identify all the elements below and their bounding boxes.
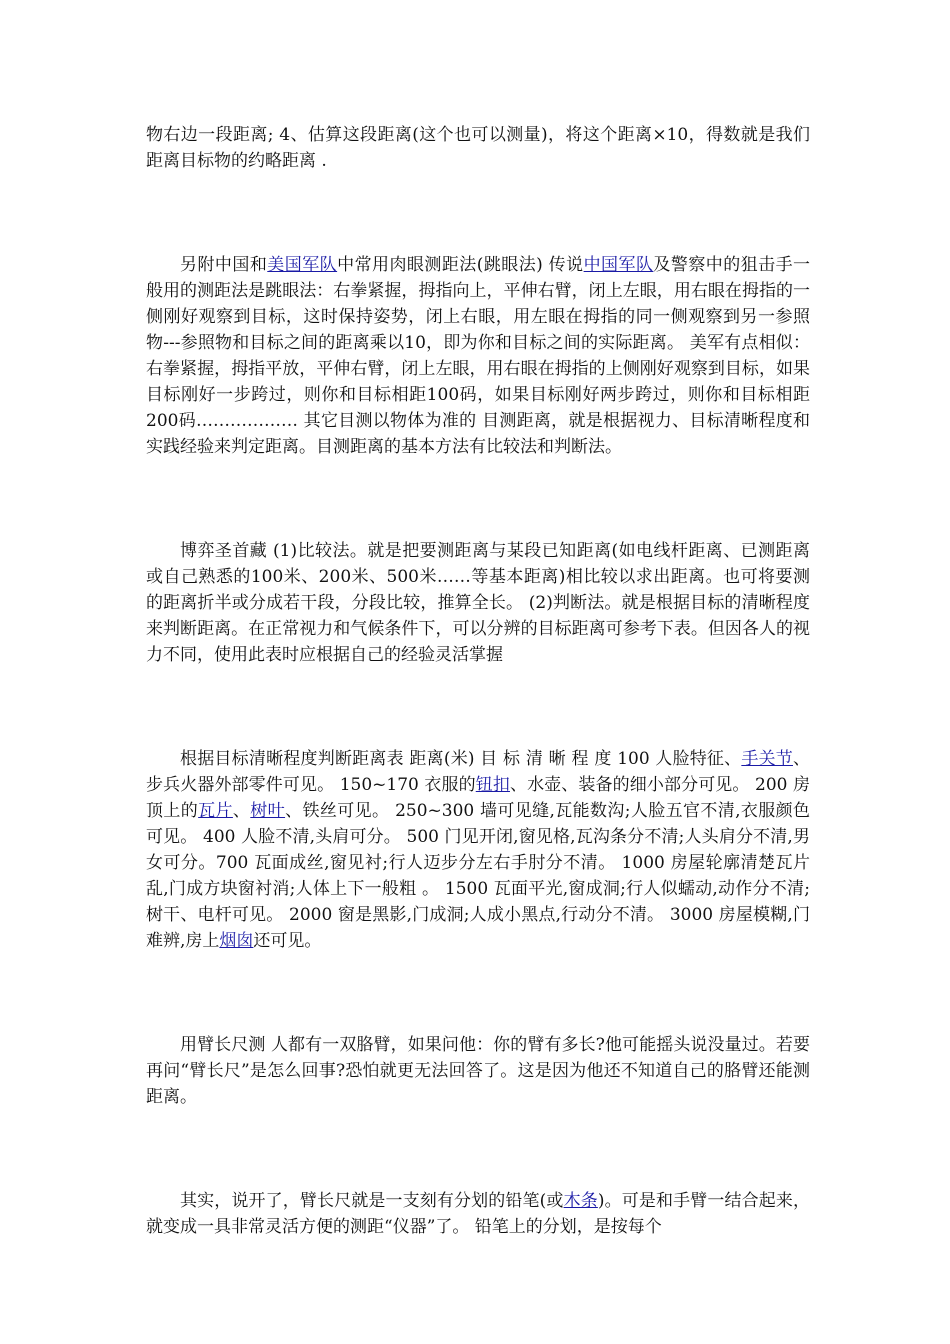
paragraph-clarity-table: [146, 746, 810, 954]
inline-link[interactable]: 钮扣: [475, 775, 510, 795]
inline-link[interactable]: 手关节: [741, 749, 793, 769]
paragraph-text: 另附中国和: [180, 255, 268, 275]
inline-link[interactable]: 木条: [563, 1191, 598, 1211]
paragraph-text: 还可见。: [253, 931, 322, 951]
paragraph-arm-ruler: [146, 1032, 810, 1110]
inline-link[interactable]: 瓦片: [198, 801, 233, 821]
paragraph-gap: [146, 1110, 810, 1188]
paragraph-text: 及警察中的狙击手一般用的测距法是跳眼法：右拳紧握，拇指向上，平伸右臂，闭上左眼，用右眼在拇指的一侧刚好观察到目标，这时保持姿势，闭上右眼，用左眼在拇指的同一侧观察到另一参照物---参照物和目标之间的距离乘以10，即为你和目标之间的实际距离。 美军有点相似：右拳紧握，拇指平放，平伸右臂，闭上左眼，用右眼在拇指的上侧刚好观察到目标，如果目标刚好一步跨过，则你和目标相距100码，如果目标刚好两步跨过，则你和目标相距200码……………… 其它目测以物体为准的 目测距离，就是根据视力、目标清晰程度和实践经验来判定距离。目测距离的基本方法有比较法和判断法。: [146, 255, 811, 457]
inline-link[interactable]: 树叶: [250, 801, 286, 821]
paragraph-text: 、水壶、装备的细小部分可见。 200 房顶上的: [146, 775, 811, 821]
inline-link[interactable]: 中国军队: [583, 255, 654, 275]
paragraph-gap: [146, 174, 810, 252]
paragraph-text: 、铁丝可见。 250~300 墙可见缝,瓦能数沟;人脸五官不清,衣服颜色可见。 400 人脸不清,头肩可分。 500 门见开闭,窗见格,瓦沟条分不清;人头肩分不清,男女可分。700 瓦面成丝,窗见衬;行人迈步分左右手肘分不清。 1000 房屋轮廓清楚瓦片乱,门成方块窗衬消;人体上下一般粗 。 1500 瓦面平光,窗成洞;行人似蠕动,动作分不清;树干、电杆可见。 2000 窗是黑影,门成洞;人成小黑点,行动分不清。 3000 房屋模糊,门难辨,房上: [146, 801, 811, 951]
inline-link[interactable]: 美国军队: [267, 255, 338, 275]
paragraph-gap: [146, 460, 810, 538]
document-body: [146, 122, 810, 1240]
paragraph-text: 其实，说开了，臂长尺就是一支刻有分划的铅笔(或: [180, 1191, 564, 1211]
paragraph-text: 根据目标清晰程度判断距离表 距离(米) 目 标 清 晰 程 度 100 人脸特征、: [180, 749, 742, 769]
paragraph-comparison-method: [146, 538, 810, 668]
paragraph-text: 用臂长尺测 人都有一双胳臂，如果问他：你的臂有多长?他可能摇头说没量过。若要再问“臂长尺”是怎么回事?恐怕就更无法回答了。这是因为他还不知道自己的胳臂还能测距离。: [146, 1035, 810, 1107]
paragraph-gap: [146, 668, 810, 746]
paragraph-pencil-ruler: [146, 1188, 810, 1240]
paragraph-text: 、: [232, 801, 251, 821]
paragraph-text: 物右边一段距离; 4、估算这段距离(这个也可以测量)，将这个距离×10，得数就是我们距离目标物的约略距离 .: [146, 125, 810, 171]
paragraph-estimate-end: [146, 122, 810, 174]
paragraph-text: )。可是和手臂一结合起来，就变成一具非常灵活方便的测距“仪器”了。 铅笔上的分划，是按每个: [146, 1191, 811, 1237]
paragraph-text: 、步兵火器外部零件可见。 150~170 衣服的: [146, 749, 810, 795]
paragraph-gap: [146, 954, 810, 1032]
inline-link[interactable]: 烟囱: [219, 931, 254, 951]
paragraph-text: 博弈圣首藏 (1)比较法。就是把要测距离与某段已知距离(如电线杆距离、已测距离或自己熟悉的100米、200米、500米……等基本距离)相比较以求出距离。也可将要测的距离折半或分成若干段，分段比较，推算全长。 (2)判断法。就是根据目标的清晰程度来判断距离。在正常视力和气候条件下，可以分辨的目标距离可参考下表。但因各人的视力不同，使用此表时应根据自己的经验灵活掌握: [146, 541, 810, 665]
paragraph-text: 中常用肉眼测距法(跳眼法) 传说: [337, 255, 584, 275]
paragraph-jump-eye-method: [146, 252, 810, 460]
